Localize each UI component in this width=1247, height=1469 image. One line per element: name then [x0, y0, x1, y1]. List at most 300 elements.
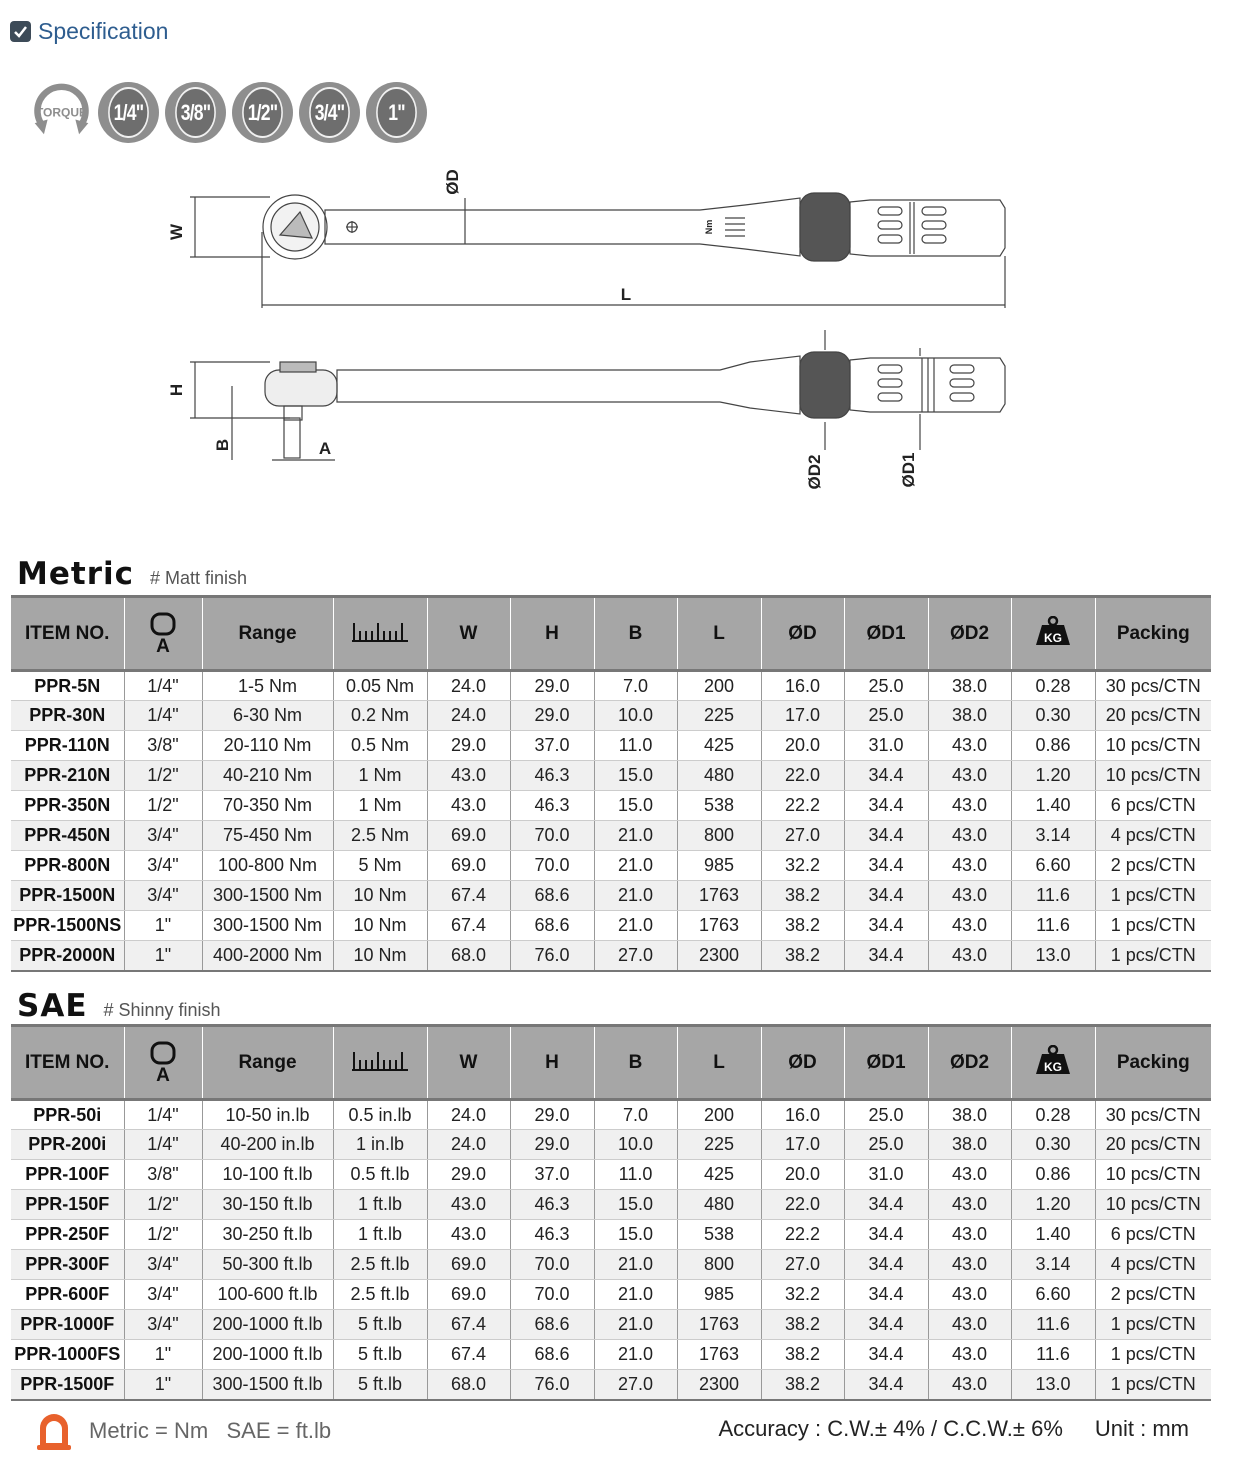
cell-b: 21.0 — [594, 851, 677, 881]
cell-weight: 0.86 — [1011, 731, 1095, 761]
cell-b: 15.0 — [594, 761, 677, 791]
label-b: B — [213, 438, 232, 452]
cell-item-no: PPR-800N — [11, 851, 124, 881]
col-header-item-no — [11, 597, 124, 671]
col-header-label: L — [713, 1051, 725, 1073]
cell-od: 20.0 — [761, 1160, 844, 1190]
cell-b: 21.0 — [594, 1280, 677, 1310]
cell-range: 100-600 ft.lb — [202, 1280, 333, 1310]
col-header-weight — [1011, 597, 1095, 671]
cell-a: 1/2" — [124, 761, 202, 791]
col-header-range — [202, 1026, 333, 1100]
cell-a: 1" — [124, 1340, 202, 1370]
col-header-od — [761, 1026, 844, 1100]
table-row — [11, 731, 1211, 761]
unit-note: Unit : mm — [1094, 1416, 1189, 1441]
cell-l: 538 — [677, 791, 761, 821]
cell-od1: 34.4 — [844, 1220, 928, 1250]
cell-graduation: 0.2 Nm — [333, 701, 427, 731]
col-header-graduation — [333, 1026, 427, 1100]
size-badge-1-2 — [232, 82, 293, 143]
cell-h: 29.0 — [510, 1100, 594, 1130]
cell-w: 69.0 — [427, 821, 510, 851]
col-header-h — [510, 597, 594, 671]
cell-item-no: PPR-350N — [11, 791, 124, 821]
cell-od2: 38.0 — [928, 1130, 1011, 1160]
cell-od1: 34.4 — [844, 791, 928, 821]
col-header-od1 — [844, 1026, 928, 1100]
cell-w: 43.0 — [427, 1190, 510, 1220]
cell-a: 3/8" — [124, 1160, 202, 1190]
cell-packing: 20 pcs/CTN — [1095, 701, 1211, 731]
col-header-label: W — [459, 622, 478, 644]
cell-a: 1/2" — [124, 1220, 202, 1250]
size-badges — [31, 82, 427, 143]
metric-note: # Matt finish — [149, 568, 248, 588]
cell-graduation: 5 Nm — [333, 851, 427, 881]
col-header-label: Packing — [1116, 622, 1190, 644]
cell-item-no: PPR-5N — [11, 671, 124, 701]
col-header-label: H — [545, 1051, 559, 1073]
cell-b: 15.0 — [594, 1220, 677, 1250]
cell-w: 43.0 — [427, 761, 510, 791]
cell-od2: 43.0 — [928, 851, 1011, 881]
cell-range: 300-1500 ft.lb — [202, 1370, 333, 1400]
cell-b: 21.0 — [594, 1310, 677, 1340]
cell-h: 29.0 — [510, 671, 594, 701]
cell-od1: 34.4 — [844, 881, 928, 911]
table-row — [11, 881, 1211, 911]
cell-od1: 31.0 — [844, 1160, 928, 1190]
cell-graduation: 5 ft.lb — [333, 1370, 427, 1400]
cell-packing: 10 pcs/CTN — [1095, 761, 1211, 791]
cell-graduation: 1 ft.lb — [333, 1220, 427, 1250]
cell-h: 46.3 — [510, 1220, 594, 1250]
torque-icon — [31, 82, 92, 143]
cell-a: 1/4" — [124, 671, 202, 701]
cell-a: 3/4" — [124, 851, 202, 881]
cell-b: 10.0 — [594, 1130, 677, 1160]
cell-item-no: PPR-250F — [11, 1220, 124, 1250]
table-row — [11, 671, 1211, 701]
cell-item-no: PPR-600F — [11, 1280, 124, 1310]
col-header-packing — [1095, 597, 1211, 671]
col-header-label: ØD1 — [866, 1051, 906, 1073]
cell-weight: 3.14 — [1011, 1250, 1095, 1280]
cell-od2: 43.0 — [928, 1220, 1011, 1250]
cell-graduation: 5 ft.lb — [333, 1340, 427, 1370]
cell-b: 27.0 — [594, 1370, 677, 1400]
cell-od: 22.0 — [761, 1190, 844, 1220]
cell-packing: 30 pcs/CTN — [1095, 1100, 1211, 1130]
cell-graduation: 1 Nm — [333, 791, 427, 821]
cell-range: 10-50 in.lb — [202, 1100, 333, 1130]
cell-h: 46.3 — [510, 791, 594, 821]
cell-a: 1" — [124, 1370, 202, 1400]
cell-item-no: PPR-210N — [11, 761, 124, 791]
cell-b: 11.0 — [594, 731, 677, 761]
col-header-od1 — [844, 597, 928, 671]
cell-h: 29.0 — [510, 1130, 594, 1160]
cell-l: 985 — [677, 851, 761, 881]
weight-icon-label: KG — [1044, 1059, 1062, 1074]
cell-w: 68.0 — [427, 941, 510, 971]
accuracy-note: Accuracy : C.W.± 4% / C.C.W.± 6% — [718, 1416, 1063, 1441]
cell-packing: 10 pcs/CTN — [1095, 1160, 1211, 1190]
cell-range: 1-5 Nm — [202, 671, 333, 701]
cell-h: 70.0 — [510, 821, 594, 851]
cell-od: 16.0 — [761, 1100, 844, 1130]
size-badge-3-8 — [165, 82, 226, 143]
cell-range: 50-300 ft.lb — [202, 1250, 333, 1280]
size-badge-3-4 — [299, 82, 360, 143]
col-header-label: ØD1 — [866, 622, 906, 644]
cell-od1: 34.4 — [844, 1250, 928, 1280]
cell-packing: 1 pcs/CTN — [1095, 1340, 1211, 1370]
table-row — [11, 791, 1211, 821]
cell-graduation: 0.5 Nm — [333, 731, 427, 761]
cell-od: 32.2 — [761, 1280, 844, 1310]
cell-a: 3/4" — [124, 1250, 202, 1280]
cell-w: 24.0 — [427, 1100, 510, 1130]
cell-b: 21.0 — [594, 1340, 677, 1370]
cell-od2: 43.0 — [928, 911, 1011, 941]
size-badge-label: 3/8" — [175, 87, 216, 138]
cell-od: 17.0 — [761, 701, 844, 731]
cell-h: 70.0 — [510, 1250, 594, 1280]
cell-od1: 34.4 — [844, 1190, 928, 1220]
cell-w: 67.4 — [427, 1310, 510, 1340]
cell-l: 538 — [677, 1220, 761, 1250]
cell-item-no: PPR-1500N — [11, 881, 124, 911]
cell-b: 21.0 — [594, 911, 677, 941]
cell-weight: 13.0 — [1011, 1370, 1095, 1400]
size-badge-label: 1" — [376, 87, 417, 138]
cell-packing: 6 pcs/CTN — [1095, 1220, 1211, 1250]
cell-range: 10-100 ft.lb — [202, 1160, 333, 1190]
cell-h: 68.6 — [510, 881, 594, 911]
table-row — [11, 1280, 1211, 1310]
cell-a: 1/4" — [124, 1130, 202, 1160]
cell-h: 76.0 — [510, 941, 594, 971]
spec-header — [10, 18, 168, 45]
cell-l: 225 — [677, 701, 761, 731]
square-drive-icon — [149, 1040, 177, 1066]
cell-weight: 6.60 — [1011, 851, 1095, 881]
cell-w: 29.0 — [427, 1160, 510, 1190]
label-od2: ØD2 — [805, 454, 824, 490]
cell-od: 38.2 — [761, 911, 844, 941]
cell-item-no: PPR-30N — [11, 701, 124, 731]
checkbox-icon[interactable] — [10, 21, 31, 42]
cell-graduation: 2.5 ft.lb — [333, 1280, 427, 1310]
cell-l: 425 — [677, 1160, 761, 1190]
table-row — [11, 1190, 1211, 1220]
table-row — [11, 1220, 1211, 1250]
cell-w: 69.0 — [427, 1280, 510, 1310]
col-header-weight — [1011, 1026, 1095, 1100]
cell-od2: 43.0 — [928, 1250, 1011, 1280]
cell-od1: 34.4 — [844, 1310, 928, 1340]
cell-l: 800 — [677, 1250, 761, 1280]
cell-od: 22.2 — [761, 1220, 844, 1250]
sae-table — [11, 1024, 1211, 1401]
sae-title: SAE — [17, 988, 88, 1024]
cell-item-no: PPR-110N — [11, 731, 124, 761]
col-header-b — [594, 597, 677, 671]
sae-note: # Shinny finish — [103, 1000, 221, 1020]
col-header-label: L — [713, 622, 725, 644]
col-header-w — [427, 597, 510, 671]
cell-a: 3/4" — [124, 821, 202, 851]
cell-packing: 4 pcs/CTN — [1095, 1250, 1211, 1280]
cell-weight: 3.14 — [1011, 821, 1095, 851]
bell-icon — [32, 1410, 76, 1454]
label-l: L — [620, 285, 632, 304]
cell-od2: 43.0 — [928, 881, 1011, 911]
cell-od2: 43.0 — [928, 761, 1011, 791]
cell-od1: 25.0 — [844, 701, 928, 731]
cell-a: 1/4" — [124, 701, 202, 731]
cell-range: 20-110 Nm — [202, 731, 333, 761]
metric-table — [11, 595, 1211, 972]
table-row — [11, 1100, 1211, 1130]
cell-graduation: 0.5 ft.lb — [333, 1160, 427, 1190]
cell-weight: 0.30 — [1011, 1130, 1095, 1160]
cell-b: 21.0 — [594, 881, 677, 911]
cell-weight: 6.60 — [1011, 1280, 1095, 1310]
cell-packing: 1 pcs/CTN — [1095, 1310, 1211, 1340]
cell-od1: 34.4 — [844, 911, 928, 941]
cell-w: 43.0 — [427, 791, 510, 821]
scale-icon — [350, 1048, 410, 1072]
cell-od2: 43.0 — [928, 1190, 1011, 1220]
table-row — [11, 1250, 1211, 1280]
col-header-od2 — [928, 1026, 1011, 1100]
col-header-b — [594, 1026, 677, 1100]
cell-h: 68.6 — [510, 1310, 594, 1340]
cell-weight: 1.40 — [1011, 1220, 1095, 1250]
cell-item-no: PPR-1500NS — [11, 911, 124, 941]
cell-od2: 38.0 — [928, 671, 1011, 701]
cell-od1: 34.4 — [844, 851, 928, 881]
cell-item-no: PPR-1000F — [11, 1310, 124, 1340]
cell-a: 1/2" — [124, 1190, 202, 1220]
cell-item-no: PPR-200i — [11, 1130, 124, 1160]
cell-od2: 43.0 — [928, 1370, 1011, 1400]
cell-od2: 43.0 — [928, 1280, 1011, 1310]
cell-graduation: 1 ft.lb — [333, 1190, 427, 1220]
cell-graduation: 10 Nm — [333, 881, 427, 911]
cell-packing: 2 pcs/CTN — [1095, 1280, 1211, 1310]
table-row — [11, 821, 1211, 851]
cell-item-no: PPR-50i — [11, 1100, 124, 1130]
cell-l: 1763 — [677, 1340, 761, 1370]
cell-h: 37.0 — [510, 1160, 594, 1190]
size-badge-1-4 — [98, 82, 159, 143]
cell-od: 38.2 — [761, 1310, 844, 1340]
cell-od1: 25.0 — [844, 671, 928, 701]
col-header-od — [761, 597, 844, 671]
cell-graduation: 1 Nm — [333, 761, 427, 791]
cell-od2: 38.0 — [928, 1100, 1011, 1130]
wrench-drawing — [160, 160, 1020, 500]
table-row — [11, 1160, 1211, 1190]
cell-l: 225 — [677, 1130, 761, 1160]
cell-od2: 43.0 — [928, 941, 1011, 971]
table-row — [11, 1310, 1211, 1340]
cell-od1: 34.4 — [844, 761, 928, 791]
cell-weight: 11.6 — [1011, 1340, 1095, 1370]
cell-range: 40-200 in.lb — [202, 1130, 333, 1160]
footer-right — [718, 1416, 1189, 1442]
col-header-label: B — [628, 622, 643, 644]
cell-l: 800 — [677, 821, 761, 851]
cell-w: 68.0 — [427, 1370, 510, 1400]
cell-w: 69.0 — [427, 851, 510, 881]
cell-a: 1" — [124, 911, 202, 941]
col-header-label: W — [459, 1051, 478, 1073]
cell-od1: 34.4 — [844, 941, 928, 971]
cell-h: 76.0 — [510, 1370, 594, 1400]
cell-od2: 43.0 — [928, 1310, 1011, 1340]
cell-od: 32.2 — [761, 851, 844, 881]
cell-od1: 34.4 — [844, 1370, 928, 1400]
weight-icon — [1034, 1045, 1072, 1075]
cell-od2: 43.0 — [928, 1340, 1011, 1370]
cell-range: 30-250 ft.lb — [202, 1220, 333, 1250]
cell-range: 300-1500 Nm — [202, 911, 333, 941]
col-header-od2 — [928, 597, 1011, 671]
cell-od: 27.0 — [761, 821, 844, 851]
cell-item-no: PPR-300F — [11, 1250, 124, 1280]
col-header-packing — [1095, 1026, 1211, 1100]
cell-range: 300-1500 Nm — [202, 881, 333, 911]
col-header-label: B — [628, 1051, 643, 1073]
cell-graduation: 10 Nm — [333, 911, 427, 941]
cell-weight: 1.40 — [1011, 791, 1095, 821]
cell-graduation: 1 in.lb — [333, 1130, 427, 1160]
cell-b: 7.0 — [594, 1100, 677, 1130]
cell-item-no: PPR-150F — [11, 1190, 124, 1220]
col-header-label: A — [156, 1065, 170, 1086]
cell-b: 21.0 — [594, 1250, 677, 1280]
label-nm: Nm — [704, 219, 714, 235]
cell-od: 22.0 — [761, 761, 844, 791]
cell-w: 69.0 — [427, 1250, 510, 1280]
weight-icon-label: KG — [1044, 630, 1062, 645]
cell-h: 46.3 — [510, 1190, 594, 1220]
cell-packing: 1 pcs/CTN — [1095, 941, 1211, 971]
metric-title: Metric — [17, 556, 134, 592]
col-header-h — [510, 1026, 594, 1100]
cell-item-no: PPR-1000FS — [11, 1340, 124, 1370]
label-a: A — [318, 439, 332, 458]
cell-h: 70.0 — [510, 1280, 594, 1310]
cell-range: 100-800 Nm — [202, 851, 333, 881]
label-h: H — [167, 383, 186, 397]
cell-graduation: 5 ft.lb — [333, 1310, 427, 1340]
cell-od: 38.2 — [761, 941, 844, 971]
col-header-label: ØD — [788, 622, 817, 644]
col-header-range — [202, 597, 333, 671]
cell-h: 29.0 — [510, 701, 594, 731]
cell-graduation: 0.05 Nm — [333, 671, 427, 701]
col-header-label: H — [545, 622, 559, 644]
label-w: W — [167, 223, 186, 241]
table-row — [11, 851, 1211, 881]
cell-h: 68.6 — [510, 1340, 594, 1370]
cell-b: 27.0 — [594, 941, 677, 971]
cell-l: 425 — [677, 731, 761, 761]
col-header-graduation — [333, 597, 427, 671]
cell-range: 75-450 Nm — [202, 821, 333, 851]
cell-od1: 31.0 — [844, 731, 928, 761]
cell-w: 67.4 — [427, 911, 510, 941]
cell-weight: 1.20 — [1011, 761, 1095, 791]
cell-od: 38.2 — [761, 881, 844, 911]
col-header-item-no — [11, 1026, 124, 1100]
cell-w: 67.4 — [427, 881, 510, 911]
cell-packing: 10 pcs/CTN — [1095, 1190, 1211, 1220]
cell-b: 21.0 — [594, 821, 677, 851]
cell-od2: 43.0 — [928, 791, 1011, 821]
col-header-label: Packing — [1116, 1051, 1190, 1073]
cell-od: 38.2 — [761, 1340, 844, 1370]
footer — [32, 1408, 1212, 1452]
cell-h: 46.3 — [510, 761, 594, 791]
cell-w: 24.0 — [427, 671, 510, 701]
cell-l: 480 — [677, 761, 761, 791]
size-badge-1 — [366, 82, 427, 143]
cell-range: 30-150 ft.lb — [202, 1190, 333, 1220]
cell-weight: 13.0 — [1011, 941, 1095, 971]
cell-graduation: 2.5 ft.lb — [333, 1250, 427, 1280]
table-row — [11, 761, 1211, 791]
cell-l: 1763 — [677, 1310, 761, 1340]
cell-od1: 25.0 — [844, 1130, 928, 1160]
cell-h: 37.0 — [510, 731, 594, 761]
cell-weight: 11.6 — [1011, 881, 1095, 911]
col-header-l — [677, 597, 761, 671]
cell-weight: 11.6 — [1011, 1310, 1095, 1340]
cell-weight: 0.86 — [1011, 1160, 1095, 1190]
cell-w: 24.0 — [427, 701, 510, 731]
cell-graduation: 10 Nm — [333, 941, 427, 971]
scale-icon — [350, 619, 410, 643]
label-od: ØD — [443, 169, 462, 195]
cell-range: 200-1000 ft.lb — [202, 1340, 333, 1370]
cell-item-no: PPR-2000N — [11, 941, 124, 971]
table-row — [11, 911, 1211, 941]
cell-packing: 30 pcs/CTN — [1095, 671, 1211, 701]
cell-a: 1" — [124, 941, 202, 971]
cell-weight: 1.20 — [1011, 1190, 1095, 1220]
cell-packing: 2 pcs/CTN — [1095, 851, 1211, 881]
cell-range: 200-1000 ft.lb — [202, 1310, 333, 1340]
cell-l: 200 — [677, 671, 761, 701]
cell-weight: 0.28 — [1011, 671, 1095, 701]
cell-graduation: 0.5 in.lb — [333, 1100, 427, 1130]
cell-l: 200 — [677, 1100, 761, 1130]
cell-weight: 11.6 — [1011, 911, 1095, 941]
weight-icon — [1034, 616, 1072, 646]
cell-od: 27.0 — [761, 1250, 844, 1280]
torque-label: TORQUE — [35, 105, 88, 120]
cell-od: 38.2 — [761, 1370, 844, 1400]
cell-w: 67.4 — [427, 1340, 510, 1370]
cell-range: 40-210 Nm — [202, 761, 333, 791]
